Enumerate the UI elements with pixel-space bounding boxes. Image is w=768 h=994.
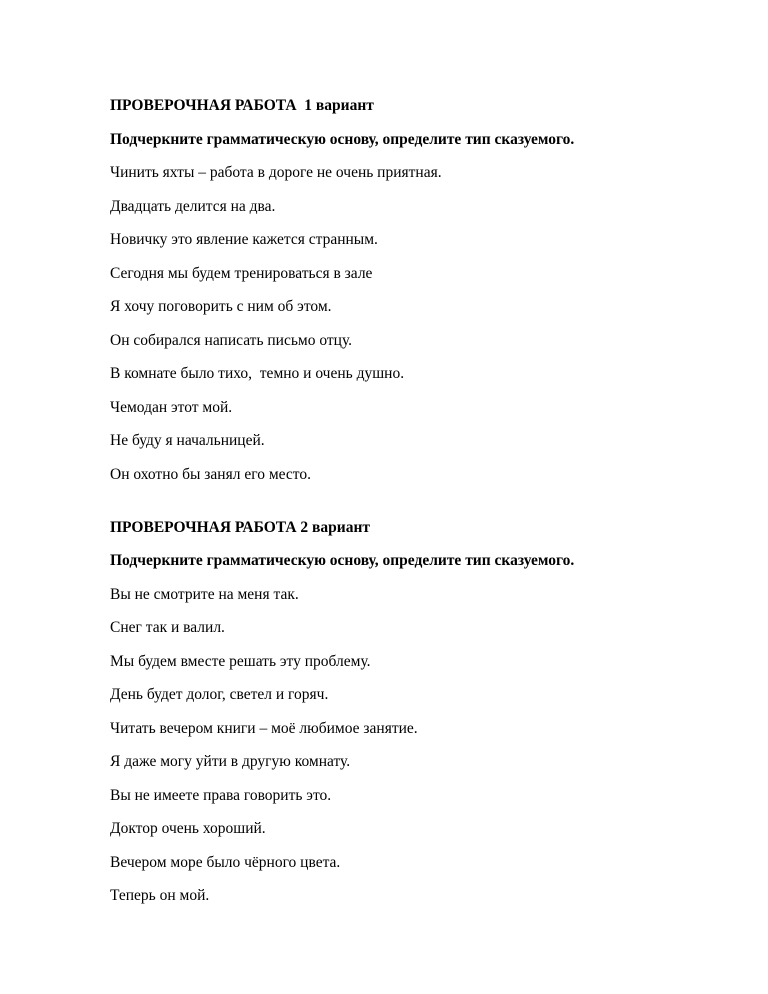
variant-2-instruction: Подчеркните грамматическую основу, определите тип сказуемого. (110, 552, 575, 569)
variant-2-sentence-6: Я даже могу уйти в другую комнату. (110, 753, 351, 770)
variant-1-sentence-9: Не буду я начальницей. (110, 432, 265, 449)
variant-2-sentence-5: Читать вечером книги – моё любимое занятие. (110, 719, 418, 737)
variant-2-sentence-9: Вечером море было чёрного цвета. (110, 853, 341, 871)
variant-1-sentence-7: В комнате было тихо, темно и очень душно. (110, 365, 405, 382)
variant-2-sentence-7: Вы не имеете права говорить это. (110, 786, 332, 804)
variant-1-sentence-4: Сегодня мы будем тренироваться в зале (110, 264, 373, 282)
variant-1-sentence-1: Чинить яхты – работа в дороге не очень приятная. (110, 164, 442, 181)
variant-2-sentence-3: Мы будем вместе решать эту проблему. (110, 652, 371, 670)
document-page (110, 96, 730, 920)
variant-2-title: ПРОВЕРОЧНАЯ РАБОТА 2 вариант (110, 518, 371, 536)
variant-1-instruction: Подчеркните грамматическую основу, определите тип сказуемого. (110, 130, 575, 148)
variant-1-sentence-8: Чемодан этот мой. (110, 398, 233, 416)
variant-1-section (110, 96, 730, 485)
variant-2-sentence-4: День будет долог, светел и горяч. (110, 686, 329, 703)
variant-2-sentence-2: Снег так и валил. (110, 619, 225, 636)
variant-1-sentence-5: Я хочу поговорить с ним об этом. (110, 298, 332, 315)
variant-1-sentence-2: Двадцать делится на два. (110, 197, 276, 215)
variant-2-sentence-10: Теперь он мой. (110, 887, 210, 904)
variant-2-section (110, 518, 730, 907)
variant-1-sentence-6: Он собирался написать письмо отцу. (110, 331, 353, 349)
variant-2-sentence-1: Вы не смотрите на меня так. (110, 585, 299, 603)
variant-1-title: ПРОВЕРОЧНАЯ РАБОТА 1 вариант (110, 97, 374, 114)
variant-1-sentence-10: Он охотно бы занял его место. (110, 465, 311, 483)
variant-1-sentence-3: Новичку это явление кажется странным. (110, 231, 378, 248)
variant-2-sentence-8: Доктор очень хороший. (110, 820, 266, 837)
